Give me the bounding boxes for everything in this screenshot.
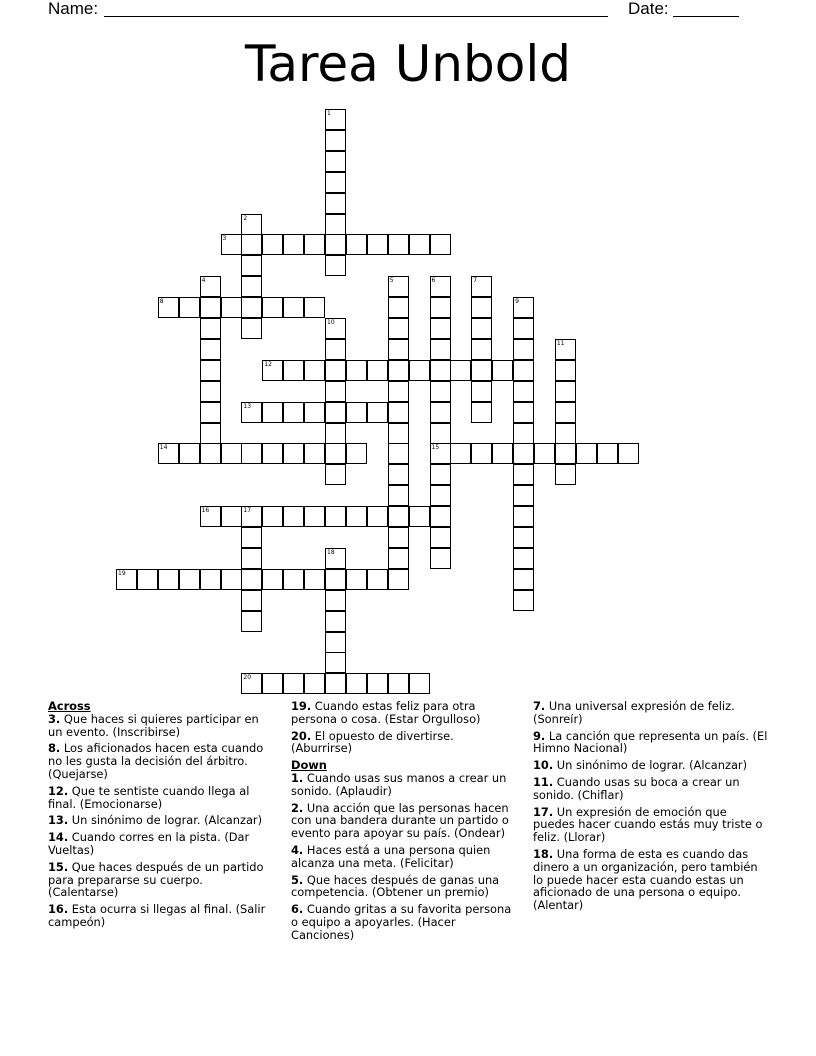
clue-number: 13	[243, 402, 252, 410]
crossword-cell[interactable]	[283, 569, 304, 590]
clue-number: 19	[118, 569, 126, 577]
crossword-cell[interactable]	[325, 590, 346, 611]
crossword-cell[interactable]	[513, 443, 534, 464]
crossword-cell[interactable]	[430, 443, 451, 464]
crossword-cell[interactable]	[325, 464, 346, 485]
clue-down-10: 10. Un sinónimo de lograr. (Alcanzar)	[533, 758, 748, 773]
crossword-cell[interactable]	[430, 423, 451, 444]
crossword-cell[interactable]	[200, 506, 221, 527]
crossword-cell[interactable]	[325, 234, 346, 255]
crossword-cell[interactable]	[221, 569, 242, 590]
crossword-cell[interactable]	[513, 569, 534, 590]
crossword-cell[interactable]	[346, 234, 367, 255]
middle-clues-column	[291, 700, 517, 946]
crossword-cell[interactable]	[179, 443, 200, 464]
crossword-cell[interactable]	[200, 569, 221, 590]
crossword-cell[interactable]	[513, 590, 534, 611]
crossword-cell[interactable]	[388, 569, 409, 590]
crossword-cell[interactable]	[471, 443, 492, 464]
crossword-cell[interactable]	[513, 318, 534, 339]
crossword-cell[interactable]	[388, 318, 409, 339]
crossword-cell[interactable]	[430, 360, 451, 381]
crossword-cell[interactable]	[450, 360, 471, 381]
crossword-cell[interactable]	[513, 297, 534, 318]
crossword-cell[interactable]	[388, 527, 409, 548]
crossword-cell[interactable]	[325, 569, 346, 590]
crossword-cell[interactable]	[325, 318, 346, 339]
crossword-cell[interactable]	[430, 527, 451, 548]
crossword-cell[interactable]	[283, 673, 304, 694]
crossword-cell[interactable]	[200, 402, 221, 423]
clue-number: 3	[222, 235, 227, 243]
crossword-cell[interactable]	[241, 255, 262, 276]
crossword-cell[interactable]	[221, 234, 242, 255]
clue-number: 15	[431, 444, 440, 452]
clue-across-20: 20. El opuesto de divertirse. (Aburrirse)	[291, 728, 454, 756]
crossword-cell[interactable]	[179, 297, 200, 318]
clue-number: 18	[327, 548, 335, 556]
crossword-cell[interactable]	[513, 464, 534, 485]
crossword-cell[interactable]	[325, 673, 346, 694]
crossword-cell[interactable]	[367, 673, 388, 694]
crossword-cell[interactable]	[325, 193, 346, 214]
crossword-cell[interactable]	[304, 402, 325, 423]
crossword-cell[interactable]	[325, 214, 346, 235]
crossword-cell[interactable]	[346, 443, 367, 464]
crossword-cell[interactable]	[241, 402, 262, 423]
crossword-cell[interactable]	[325, 151, 346, 172]
crossword-cell[interactable]	[471, 360, 492, 381]
crossword-cell[interactable]	[304, 443, 325, 464]
crossword-cell[interactable]	[388, 276, 409, 297]
clue-across-3: 3. Que haces si quieres participar en un evento. (Inscribirse)	[48, 711, 259, 739]
page-title: Tarea Unbold	[245, 35, 571, 93]
clue-down-18: 18. Una forma de esta es cuando das dinero a un organización, pero también lo puede hacer esta cuando estas un aficionado de una persona o equipo. (Alentar)	[533, 846, 758, 913]
clue-down-6: 6. Cuando gritas a su favorita persona o equipo a apoyarles. (Hacer Canciones)	[291, 902, 512, 942]
crossword-cell[interactable]	[304, 569, 325, 590]
crossword-cell[interactable]	[325, 255, 346, 276]
crossword-cell[interactable]	[200, 381, 221, 402]
crossword-cell[interactable]	[388, 506, 409, 527]
across-clues-column	[48, 700, 274, 933]
crossword-cell[interactable]	[346, 569, 367, 590]
crossword-cell[interactable]	[388, 673, 409, 694]
crossword-cell[interactable]	[241, 234, 262, 255]
crossword-cell[interactable]	[325, 402, 346, 423]
crossword-cell[interactable]	[471, 297, 492, 318]
crossword-cell[interactable]	[388, 234, 409, 255]
crossword-cell[interactable]	[388, 339, 409, 360]
crossword-cell[interactable]	[325, 172, 346, 193]
crossword-cell[interactable]	[555, 423, 576, 444]
crossword-cell[interactable]	[513, 360, 534, 381]
crossword-cell[interactable]	[513, 485, 534, 506]
crossword-cell[interactable]	[388, 360, 409, 381]
crossword-cell[interactable]	[471, 381, 492, 402]
crossword-cell[interactable]	[409, 506, 430, 527]
crossword-cell[interactable]	[137, 569, 158, 590]
crossword-cell[interactable]	[179, 569, 200, 590]
clue-number: 20	[243, 674, 252, 682]
crossword-cell[interactable]	[241, 548, 262, 569]
crossword-cell[interactable]	[367, 506, 388, 527]
crossword-cell[interactable]	[409, 360, 430, 381]
crossword-cell[interactable]	[346, 673, 367, 694]
crossword-cell[interactable]	[471, 276, 492, 297]
crossword-cell[interactable]	[430, 297, 451, 318]
crossword-cell[interactable]	[241, 590, 262, 611]
crossword-cell[interactable]	[304, 234, 325, 255]
crossword-cell[interactable]	[513, 402, 534, 423]
crossword-cell[interactable]	[325, 611, 346, 632]
crossword-cell[interactable]	[430, 506, 451, 527]
crossword-cell[interactable]	[325, 548, 346, 569]
crossword-cell[interactable]	[158, 297, 179, 318]
crossword-cell[interactable]	[262, 297, 283, 318]
across-clue-list	[48, 713, 274, 929]
clue-across-12: 12. Que te sentiste cuando llega al final. (Emocionarse)	[48, 783, 250, 811]
crossword-cell[interactable]	[471, 318, 492, 339]
clue-down-9: 9. La canción que representa un país. (El Himno Nacional)	[533, 728, 768, 756]
crossword-cell[interactable]	[262, 234, 283, 255]
crossword-cell[interactable]	[158, 569, 179, 590]
crossword-cell[interactable]	[241, 611, 262, 632]
clue-across-19: 19. Cuando estas feliz para otra persona o cosa. (Estar Orgulloso)	[291, 699, 481, 726]
crossword-cell[interactable]	[325, 632, 346, 653]
crossword-cell[interactable]	[388, 402, 409, 423]
crossword-cell[interactable]	[367, 402, 388, 423]
clue-number: 17	[243, 507, 252, 515]
crossword-cell[interactable]	[241, 318, 262, 339]
clue-number: 7	[473, 277, 478, 285]
crossword-cell[interactable]	[597, 443, 618, 464]
crossword-cell[interactable]	[241, 569, 262, 590]
crossword-cell[interactable]	[304, 297, 325, 318]
crossword-cell[interactable]	[430, 276, 451, 297]
crossword-cell[interactable]	[346, 360, 367, 381]
crossword-cell[interactable]	[388, 443, 409, 464]
date-label: Date:	[628, 0, 669, 18]
crossword-cell[interactable]	[325, 423, 346, 444]
crossword-cell[interactable]	[346, 506, 367, 527]
crossword-cell[interactable]	[241, 673, 262, 694]
crossword-cell[interactable]	[325, 339, 346, 360]
crossword-cell[interactable]	[221, 297, 242, 318]
clue-down-17: 17. Un expresión de emoción que puedes hacer cuando estás muy triste o feliz. (Llorar)	[533, 804, 763, 845]
crossword-cell[interactable]	[200, 443, 221, 464]
crossword-cell[interactable]	[450, 443, 471, 464]
crossword-cell[interactable]	[304, 506, 325, 527]
crossword-cell[interactable]	[262, 443, 283, 464]
crossword-cell[interactable]	[200, 360, 221, 381]
clue-across-8: 8. Los aficionados hacen esta cuando no les gusta la decisión del árbitro. (Quejarse)	[48, 741, 264, 781]
clue-number: 8	[159, 298, 164, 306]
crossword-cell[interactable]	[430, 318, 451, 339]
crossword-cell[interactable]	[262, 360, 283, 381]
clue-number: 1	[327, 110, 331, 117]
clue-number: 4	[201, 277, 206, 285]
clue-number: 14	[159, 444, 168, 452]
crossword-cell[interactable]	[325, 652, 346, 673]
clue-number: 11	[556, 339, 565, 347]
clue-number: 12	[264, 360, 272, 368]
crossword-cell[interactable]	[158, 443, 179, 464]
crossword-cell[interactable]	[262, 506, 283, 527]
clue-across-13: 13. Un sinónimo de lograr. (Alcanzar)	[48, 813, 263, 828]
crossword-cell[interactable]	[200, 276, 221, 297]
crossword-cell[interactable]	[409, 673, 430, 694]
crossword-cell[interactable]	[409, 234, 430, 255]
right-clues-column	[533, 700, 769, 916]
clue-down-7: 7. Una universal expresión de feliz. (Sonreír)	[533, 699, 735, 726]
crossword-cell[interactable]	[430, 381, 451, 402]
crossword-cell[interactable]	[555, 443, 576, 464]
crossword-cell[interactable]	[221, 443, 242, 464]
crossword-cell[interactable]	[555, 339, 576, 360]
clue-across-14: 14. Cuando corres en la pista. (Dar Vueltas)	[48, 830, 250, 857]
crossword-cell[interactable]	[471, 402, 492, 423]
crossword-cell[interactable]	[388, 548, 409, 569]
crossword-cell[interactable]	[116, 569, 137, 590]
crossword-cell[interactable]	[241, 297, 262, 318]
crossword-cell[interactable]	[325, 109, 346, 130]
crossword-cell[interactable]	[325, 130, 346, 151]
crossword-cell[interactable]	[534, 443, 555, 464]
clue-across-16: 16. Esta ocurra si llegas al final. (Salir campeón)	[48, 902, 266, 929]
crossword-cell[interactable]	[325, 381, 346, 402]
crossword-cell[interactable]	[200, 423, 221, 444]
clue-number: 2	[243, 214, 248, 222]
crossword-cell[interactable]	[555, 360, 576, 381]
crossword-cell[interactable]	[367, 360, 388, 381]
crossword-cell[interactable]	[241, 443, 262, 464]
crossword-cell[interactable]	[221, 506, 242, 527]
crossword-cell[interactable]	[430, 402, 451, 423]
crossword-cell[interactable]	[325, 506, 346, 527]
crossword-cell[interactable]	[388, 485, 409, 506]
clue-number: 10	[327, 319, 335, 326]
crossword-cell[interactable]	[262, 569, 283, 590]
crossword-cell[interactable]	[241, 214, 262, 235]
crossword-cell[interactable]	[513, 381, 534, 402]
across-heading: Across	[48, 699, 91, 713]
crossword-cell[interactable]	[283, 360, 304, 381]
crossword-cell[interactable]	[283, 402, 304, 423]
crossword-cell[interactable]	[325, 443, 346, 464]
crossword-cell[interactable]	[388, 381, 409, 402]
crossword-cell[interactable]	[430, 485, 451, 506]
crossword-cell[interactable]	[283, 297, 304, 318]
down-heading: Down	[291, 758, 327, 773]
crossword-cell[interactable]	[618, 443, 639, 464]
crossword-cell[interactable]	[555, 464, 576, 485]
crossword-cell[interactable]	[241, 276, 262, 297]
crossword-cell[interactable]	[325, 360, 346, 381]
crossword-cell[interactable]	[262, 673, 283, 694]
crossword-cell[interactable]	[388, 297, 409, 318]
crossword-cell[interactable]	[283, 506, 304, 527]
crossword-cell[interactable]	[492, 443, 513, 464]
crossword-cell[interactable]	[430, 548, 451, 569]
crossword-cell[interactable]	[346, 402, 367, 423]
crossword-cell[interactable]	[241, 506, 262, 527]
crossword-cell[interactable]	[430, 464, 451, 485]
crossword-cell[interactable]	[513, 548, 534, 569]
crossword-cell[interactable]	[471, 339, 492, 360]
clue-number: 5	[389, 277, 394, 285]
crossword-cell[interactable]	[262, 402, 283, 423]
crossword-cell[interactable]	[513, 339, 534, 360]
clue-across-15: 15. Que haces después de un partido para prepararse su cuerpo. (Calentarse)	[48, 859, 264, 900]
crossword-cell[interactable]	[576, 443, 597, 464]
crossword-cell[interactable]	[555, 381, 576, 402]
crossword-cell[interactable]	[367, 569, 388, 590]
crossword-cell[interactable]	[513, 423, 534, 444]
clue-down-1: 1. Cuando usas sus manos a crear un sonido. (Aplaudir)	[291, 770, 507, 798]
clue-down-11: 11. Cuando usas su boca a crear un sonido. (Chiflar)	[533, 774, 740, 802]
crossword-cell[interactable]	[241, 527, 262, 548]
crossword-cell[interactable]	[283, 234, 304, 255]
crossword-cell[interactable]	[430, 339, 451, 360]
clue-number: 9	[515, 298, 519, 306]
crossword-cell[interactable]	[492, 360, 513, 381]
crossword-cell[interactable]	[388, 464, 409, 485]
clue-down-5: 5. Que haces después de ganas una competencia. (Obtener un premio)	[291, 872, 500, 900]
crossword-cell[interactable]	[200, 297, 221, 318]
crossword-cell[interactable]	[200, 318, 221, 339]
name-label: Name:	[48, 0, 99, 18]
clue-down-2: 2. Una acción que las personas hacen con una bandera durante un partido o evento para apoyar su país. (Ondear)	[291, 800, 509, 841]
crossword-cell[interactable]	[555, 402, 576, 423]
crossword-cell[interactable]	[430, 234, 451, 255]
clue-number: 6	[431, 277, 436, 285]
clue-down-4: 4. Haces está a una persona quien alcanza una meta. (Felicitar)	[291, 842, 491, 870]
crossword-cell[interactable]	[513, 506, 534, 527]
crossword-cell[interactable]	[283, 443, 304, 464]
crossword-cell[interactable]	[200, 339, 221, 360]
crossword-cell[interactable]	[513, 527, 534, 548]
clue-number: 16	[201, 507, 210, 515]
crossword-cell[interactable]	[304, 360, 325, 381]
crossword-cell[interactable]	[388, 423, 409, 444]
crossword-cell[interactable]	[304, 673, 325, 694]
crossword-cell[interactable]	[367, 234, 388, 255]
